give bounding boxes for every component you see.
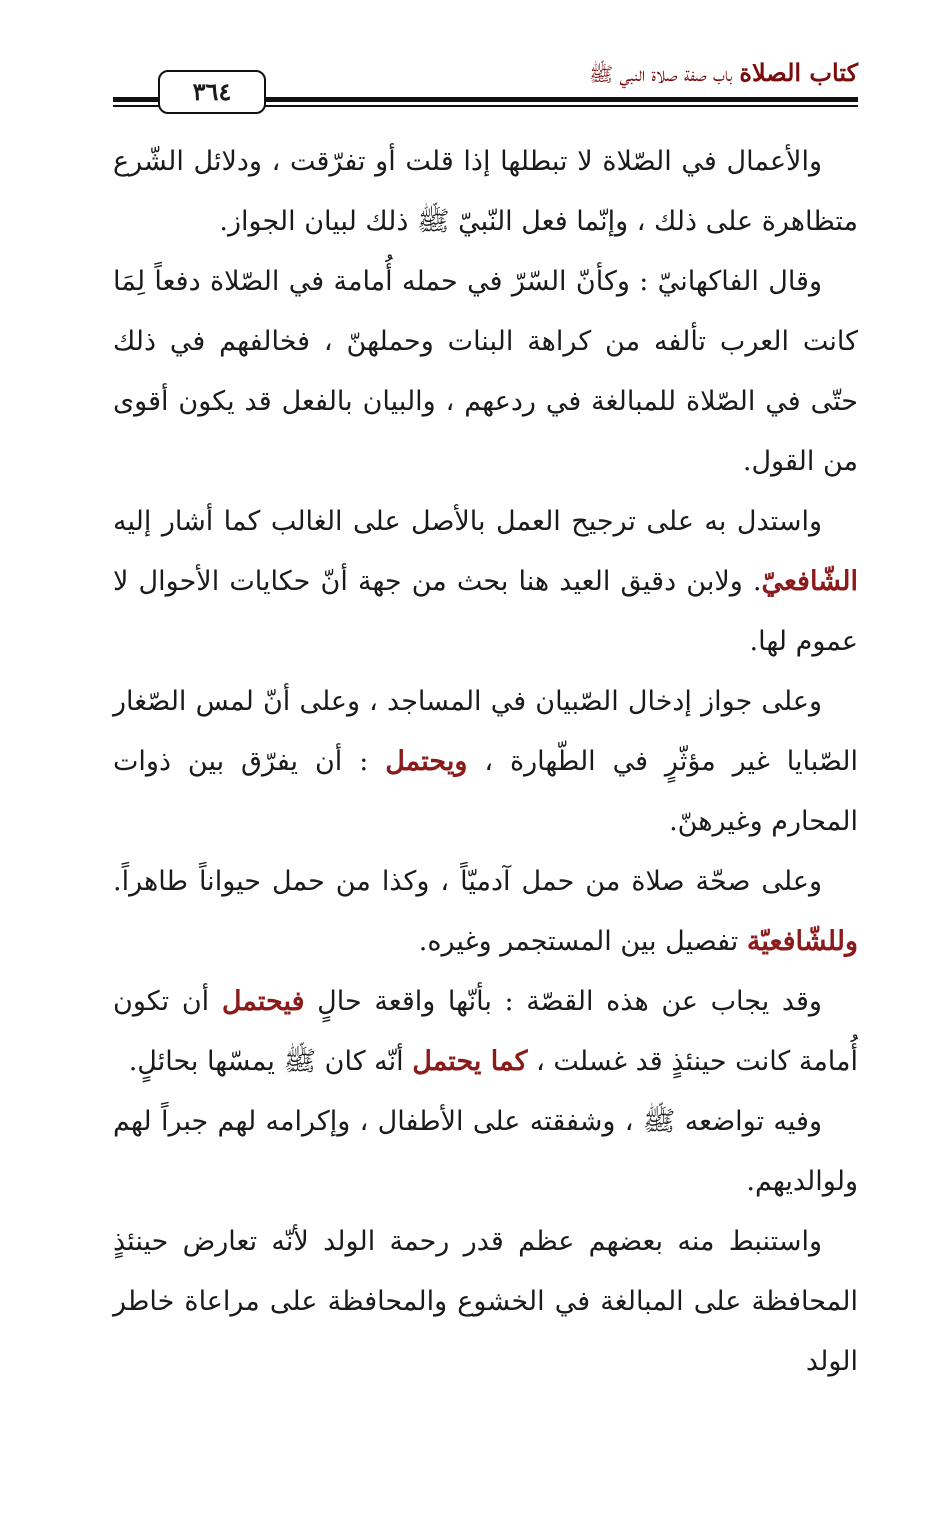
highlight-term: فيحتمل	[221, 986, 305, 1017]
paragraph-8	[113, 1212, 858, 1392]
paragraph-text: واستنبط منه بعضهم عظم قدر رحمة الولد لأنّه تعارض حينئذٍ المحافظة على المبالغة في الخشوع والمحافظة على مراعاة خاطر الولد	[113, 1226, 858, 1377]
section-title: باب صفة صلاة النبي ﷺ	[588, 62, 733, 86]
paragraph-text: أن تكون أُمامة كانت حينئذٍ قد غسلت ،	[113, 986, 858, 1077]
paragraph-text: وقد يجاب عن هذه القصّة : بأنّها واقعة حالٍ	[317, 986, 822, 1017]
paragraph-text: وعلى صحّة صلاة من حمل آدميّاً ، وكذا من حمل حيواناً طاهراً.	[113, 866, 822, 897]
paragraph-text: وعلى جواز إدخال الصّبيان في المساجد ، وعلى أنّ لمس الصّغار الصّبايا غير مؤثّرٍ في الطّهارة ،	[113, 686, 858, 777]
page-number: ٣٦٤	[158, 70, 266, 114]
paragraph-text: تفصيل بين المستجمر وغيره.	[418, 926, 739, 957]
highlight-term: وللشّافعيّة	[746, 926, 858, 957]
paragraph-2	[113, 252, 858, 492]
paragraph-4	[113, 672, 858, 852]
paragraph-3	[113, 492, 858, 672]
paragraph-text: أنّه كان ﷺ يمسّها بحائلٍ.	[128, 1046, 404, 1077]
paragraph-text: : أن يفرّق بين ذوات المحارم وغيرهنّ.	[113, 746, 858, 837]
paragraph-text: واستدل به على ترجيح العمل بالأصل على الغالب كما أشار إليه	[113, 506, 822, 537]
paragraph-6	[113, 972, 858, 1092]
paragraph-text: . ولابن دقيق العيد هنا بحث من جهة أنّ حكايات الأحوال لا عموم لها.	[113, 566, 858, 657]
page-body	[113, 132, 858, 1392]
paragraph-text: والأعمال في الصّلاة لا تبطلها إذا قلت أو تفرّقت ، ودلائل الشّرع متظاهرة على ذلك ، وإنّما فعل النّبيّ ﷺ ذلك لبيان الجواز.	[113, 146, 858, 237]
paragraph-1	[113, 132, 858, 252]
paragraph-text: وقال الفاكهانيّ : وكأنّ السّرّ في حمله أُمامة في الصّلاة دفعاً لِمَا كانت العرب تألفه من كراهة البنات وحملهنّ ، فخالفهم في ذلك حتّى في الصّلاة للمبالغة في ردعهم ، والبيان بالفعل قد يكون أقوى من القول.	[113, 266, 858, 477]
highlight-term: ويحتمل	[385, 746, 468, 777]
highlight-term: كما يحتمل	[412, 1046, 528, 1077]
paragraph-7	[113, 1092, 858, 1212]
book-title: كتاب الصلاة	[739, 58, 858, 87]
highlight-term: الشّافعيّ	[761, 566, 858, 597]
paragraph-text: وفيه تواضعه ﷺ ، وشفقته على الأطفال ، وإكرامه لهم جبراً لهم ولوالديهم.	[113, 1106, 858, 1197]
page-header	[113, 56, 858, 106]
running-head	[589, 56, 858, 92]
paragraph-5	[113, 852, 858, 972]
